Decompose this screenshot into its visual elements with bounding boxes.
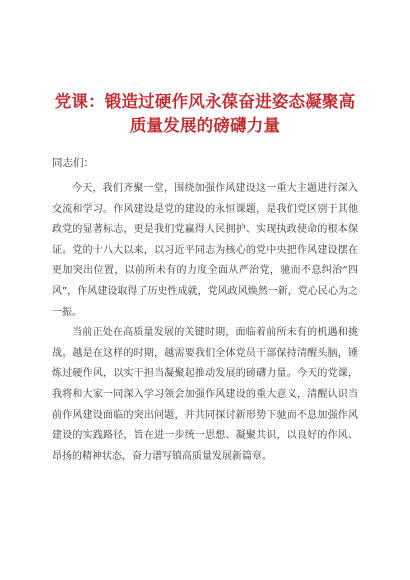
paragraph-1: 今天，我们齐聚一堂，围绕加强作风建设这一重大主题进行深入交流和学习。作风建设是党的建设的永恒课题，是我们党区别于其他政党的显著标志，更是我们党赢得人民拥护、实现执政使命的根本保证。党的十八大以来，以习近平同志为核心的党中央把作风建设摆在更加突出位置，以前所未有的力度全面从严治党，驰而不息纠治“四风”，作风建设取得了历史性成就，党风政风焕然一新，党心民心为之一振。	[52, 183, 358, 318]
paragraph-2: 当前正处在高质量发展的关键时期，面临着前所未有的机遇和挑战。越是在这样的时期，越需要我们全体党员干部保持清醒头脑，锤炼过硬作风，以实干担当凝聚起推动发展的磅礴力量。今天的党课，我将和大家一同深入学习领会加强作风建设的重大意义，清醒认识当前作风建设面临的突出问题，并共同探讨新形势下驰而不息加强作风建设的实践路径，旨在进一步统一思想、凝聚共识，以良好的作风、昂扬的精神状态，奋力谱写镇高质量发展新篇章。	[52, 327, 358, 462]
document-body	[52, 179, 358, 467]
salutation: 同志们：	[52, 157, 94, 169]
document-title: 党课：锻造过硬作风永葆奋进姿态凝聚高 质量发展的磅礴力量	[54, 92, 356, 135]
